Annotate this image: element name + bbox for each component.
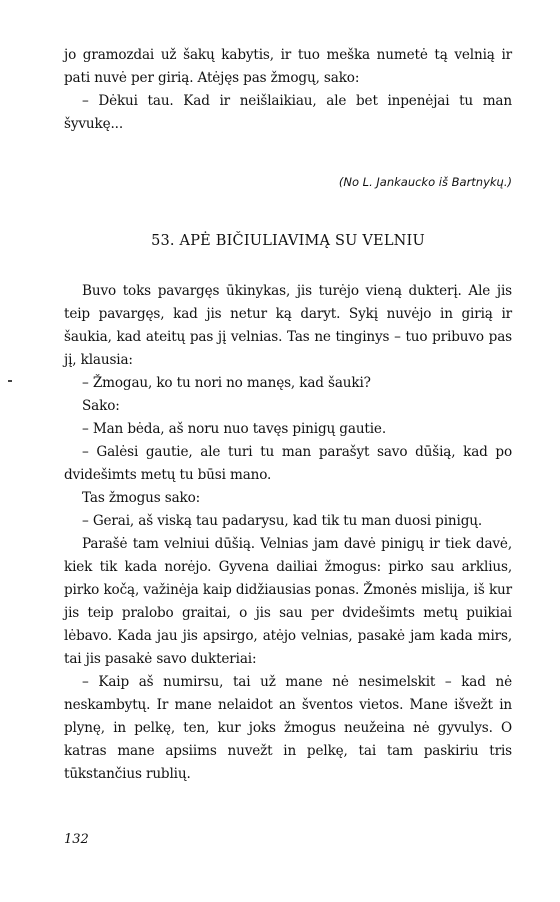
paragraph: jo gramozdai už šakų kabytis, ir tuo meška numetė tą velnią ir pati nuvė per girią. Atėjęs pas žmogų, sako: <box>64 47 512 86</box>
chapter-heading: 53. APĖ BIČIULIAVIMĄ SU VELNIU <box>151 233 425 249</box>
top-text-block <box>64 44 512 136</box>
paragraph: – Man bėda, aš noru nuo tavęs pinigų gautie. <box>82 421 386 437</box>
main-text-block <box>64 280 512 786</box>
paragraph: – Galėsi gautie, ale turi tu man parašyt savo dūšią, kad po dvidešimts metų tu būsi mano. <box>64 444 512 483</box>
paragraph: – Dėkui tau. Kad ir neišlaikiau, ale bet inpenėjai tu man šyvukę... <box>64 93 512 132</box>
paragraph: – Kaip aš numirsu, tai už mane nė nesimelskit – kad nė neskambytų. Ir mane nelaidot an šventos vietos. Mane išvežt in plynę, in pelkę, ten, kur joks žmogus neužeina nė gyvulys. O katras mane apsiims nuvežt in pelkę, tai tam paskiriu tris tūkstančius rublių. <box>64 674 512 782</box>
page-number: 132 <box>64 832 89 847</box>
paragraph: Sako: <box>82 398 120 414</box>
scan-mark <box>8 380 12 382</box>
paragraph: – Žmogau, ko tu nori no manęs, kad šauki? <box>82 375 371 391</box>
paragraph: Buvo toks pavargęs ūkinykas, jis turėjo vieną dukterį. Ale jis teip pavargęs, kad jis netur ką daryt. Sykį nuvėjo in girią ir šaukia, kad ateitų pas jį velnias. Tas ne tinginys – tuo pribuvo pas jį, klausia: <box>64 283 512 368</box>
paragraph: Parašė tam velniui dūšią. Velnias jam davė pinigų ir tiek davė, kiek tik kada norėjo. Gyvena dailiai žmogus: pirko sau arklius, pirko kočą, važinėja kaip didžiausias ponas. Žmonės mislija, iš kur jis teip pralobo graitai, o jis sau per dvidešimts metų puikiai lėbavo. Kada jau jis apsirgo, atėjo velnias, pasakė jam kada mirs, tai jis pasakė savo dukteriai: <box>64 536 512 667</box>
paragraph: – Gerai, aš viską tau padarysu, kad tik tu man duosi pinigų. <box>82 513 483 529</box>
story-source: (No L. Jankaucko iš Bartnykų.) <box>338 175 512 189</box>
paragraph: Tas žmogus sako: <box>82 490 201 506</box>
